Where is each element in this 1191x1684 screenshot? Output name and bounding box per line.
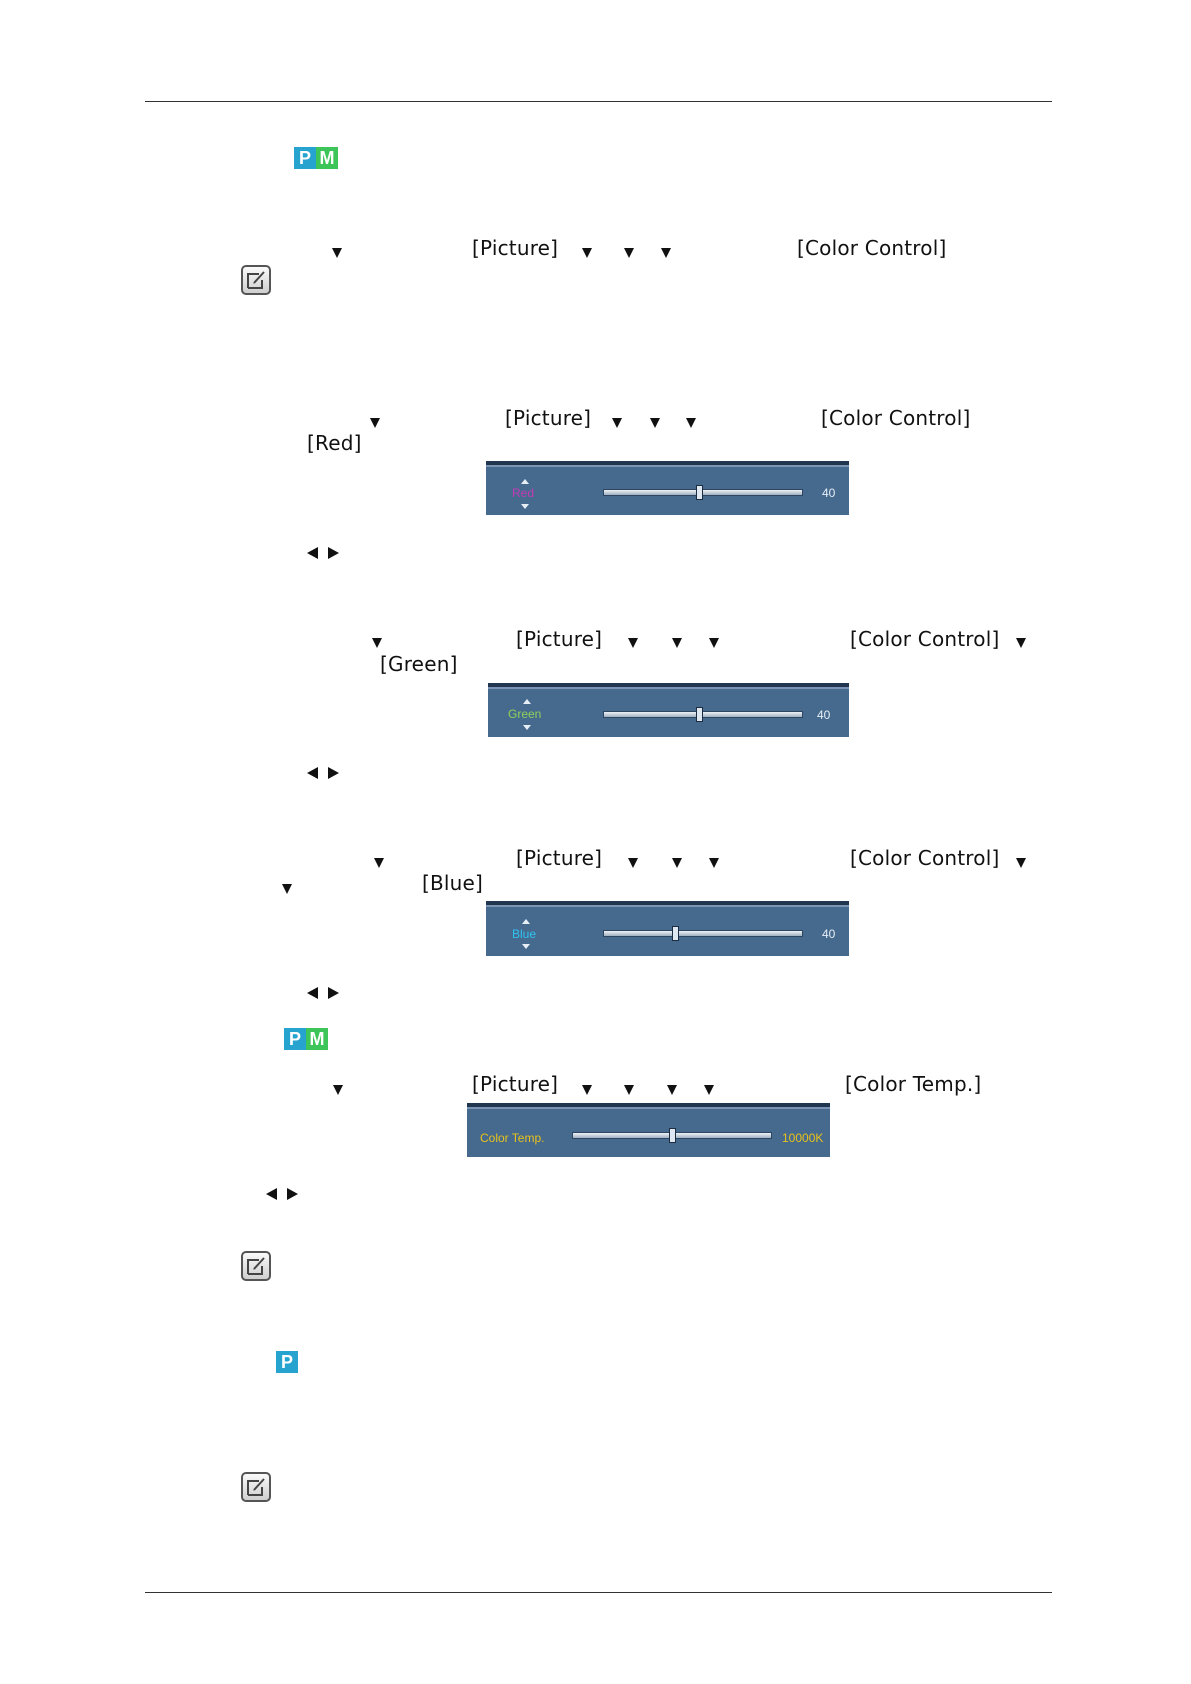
red-osd-panel [486, 461, 849, 515]
down-arrow-icon [374, 858, 384, 868]
p-badge: P [284, 1028, 306, 1050]
p-badge: P [276, 1351, 298, 1373]
left-right-arrows [307, 547, 343, 559]
down-arrow-icon [628, 638, 638, 648]
up-arrow-icon [521, 479, 529, 484]
right-arrow-icon [328, 767, 339, 779]
green-tag: [Green] [380, 652, 458, 676]
note-icon [241, 1251, 271, 1281]
up-arrow-icon [523, 699, 531, 704]
color-temp-value: 10000K [782, 1131, 824, 1145]
note-icon [241, 265, 271, 295]
left-right-arrows [307, 987, 343, 999]
left-arrow-icon [307, 547, 318, 559]
down-arrow-icon [1016, 858, 1026, 868]
right-arrow-icon [328, 987, 339, 999]
color-control-tag: [Color Control] [850, 846, 1000, 870]
picture-tag: [Picture] [472, 1072, 559, 1096]
down-arrow-icon [1016, 638, 1026, 648]
blue-osd-panel [486, 901, 849, 956]
down-arrow-icon [650, 418, 660, 428]
down-arrow-icon [672, 858, 682, 868]
color-control-tag: [Color Control] [821, 406, 971, 430]
color-temp-label: Color Temp. [480, 1131, 545, 1145]
down-arrow-icon [686, 418, 696, 428]
color-temp-osd-panel [467, 1103, 830, 1157]
down-arrow-icon [624, 1085, 634, 1095]
m-badge: M [316, 147, 338, 169]
down-arrow-icon [372, 638, 382, 648]
down-arrow-icon [624, 248, 634, 258]
down-arrow-icon [522, 944, 530, 949]
red-tag: [Red] [307, 431, 362, 455]
down-arrow-icon [523, 725, 531, 730]
down-arrow-icon [672, 638, 682, 648]
down-arrow-icon [709, 858, 719, 868]
blue-slider-track[interactable] [603, 930, 803, 937]
color-control-tag: [Color Control] [850, 627, 1000, 651]
red-slider-track[interactable] [603, 489, 803, 496]
down-arrow-icon [628, 858, 638, 868]
down-arrow-icon [332, 248, 342, 258]
down-arrow-icon [370, 418, 380, 428]
color-temp-tag: [Color Temp.] [845, 1072, 982, 1096]
left-arrow-icon [266, 1188, 277, 1200]
left-arrow-icon [307, 767, 318, 779]
p-badge: P [294, 147, 316, 169]
left-arrow-icon [307, 987, 318, 999]
picture-tag: [Picture] [516, 846, 603, 870]
green-slider-track[interactable] [603, 711, 803, 718]
green-value: 40 [817, 708, 831, 722]
color-temp-slider-knob[interactable] [669, 1128, 676, 1143]
right-arrow-icon [328, 547, 339, 559]
pm-mode-badge [294, 147, 338, 169]
down-arrow-icon [704, 1085, 714, 1095]
p-mode-badge [276, 1351, 298, 1373]
header-rule [145, 101, 1052, 102]
down-arrow-icon [667, 1085, 677, 1095]
down-arrow-icon [661, 248, 671, 258]
blue-slider-knob[interactable] [672, 926, 679, 941]
green-osd-panel [488, 683, 849, 737]
down-arrow-icon [582, 248, 592, 258]
right-arrow-icon [287, 1188, 298, 1200]
down-arrow-icon [582, 1085, 592, 1095]
red-slider-knob[interactable] [696, 485, 703, 500]
left-right-arrows [307, 767, 343, 779]
footer-rule [145, 1592, 1052, 1593]
down-arrow-icon [612, 418, 622, 428]
picture-tag: [Picture] [505, 406, 592, 430]
blue-tag: [Blue] [422, 871, 484, 895]
red-value: 40 [822, 486, 836, 500]
green-label: Green [508, 707, 542, 721]
green-slider-knob[interactable] [696, 707, 703, 722]
blue-label: Blue [512, 927, 537, 941]
down-arrow-icon [709, 638, 719, 648]
down-arrow-icon [282, 884, 292, 894]
picture-tag: [Picture] [516, 627, 603, 651]
note-icon [241, 1472, 271, 1502]
down-arrow-icon [521, 504, 529, 509]
blue-value: 40 [822, 927, 836, 941]
picture-tag: [Picture] [472, 236, 559, 260]
pm-mode-badge [284, 1028, 328, 1050]
up-arrow-icon [522, 919, 530, 924]
m-badge: M [306, 1028, 328, 1050]
left-right-arrows [266, 1188, 302, 1200]
red-label: Red [512, 486, 535, 500]
down-arrow-icon [333, 1085, 343, 1095]
color-control-tag: [Color Control] [797, 236, 947, 260]
